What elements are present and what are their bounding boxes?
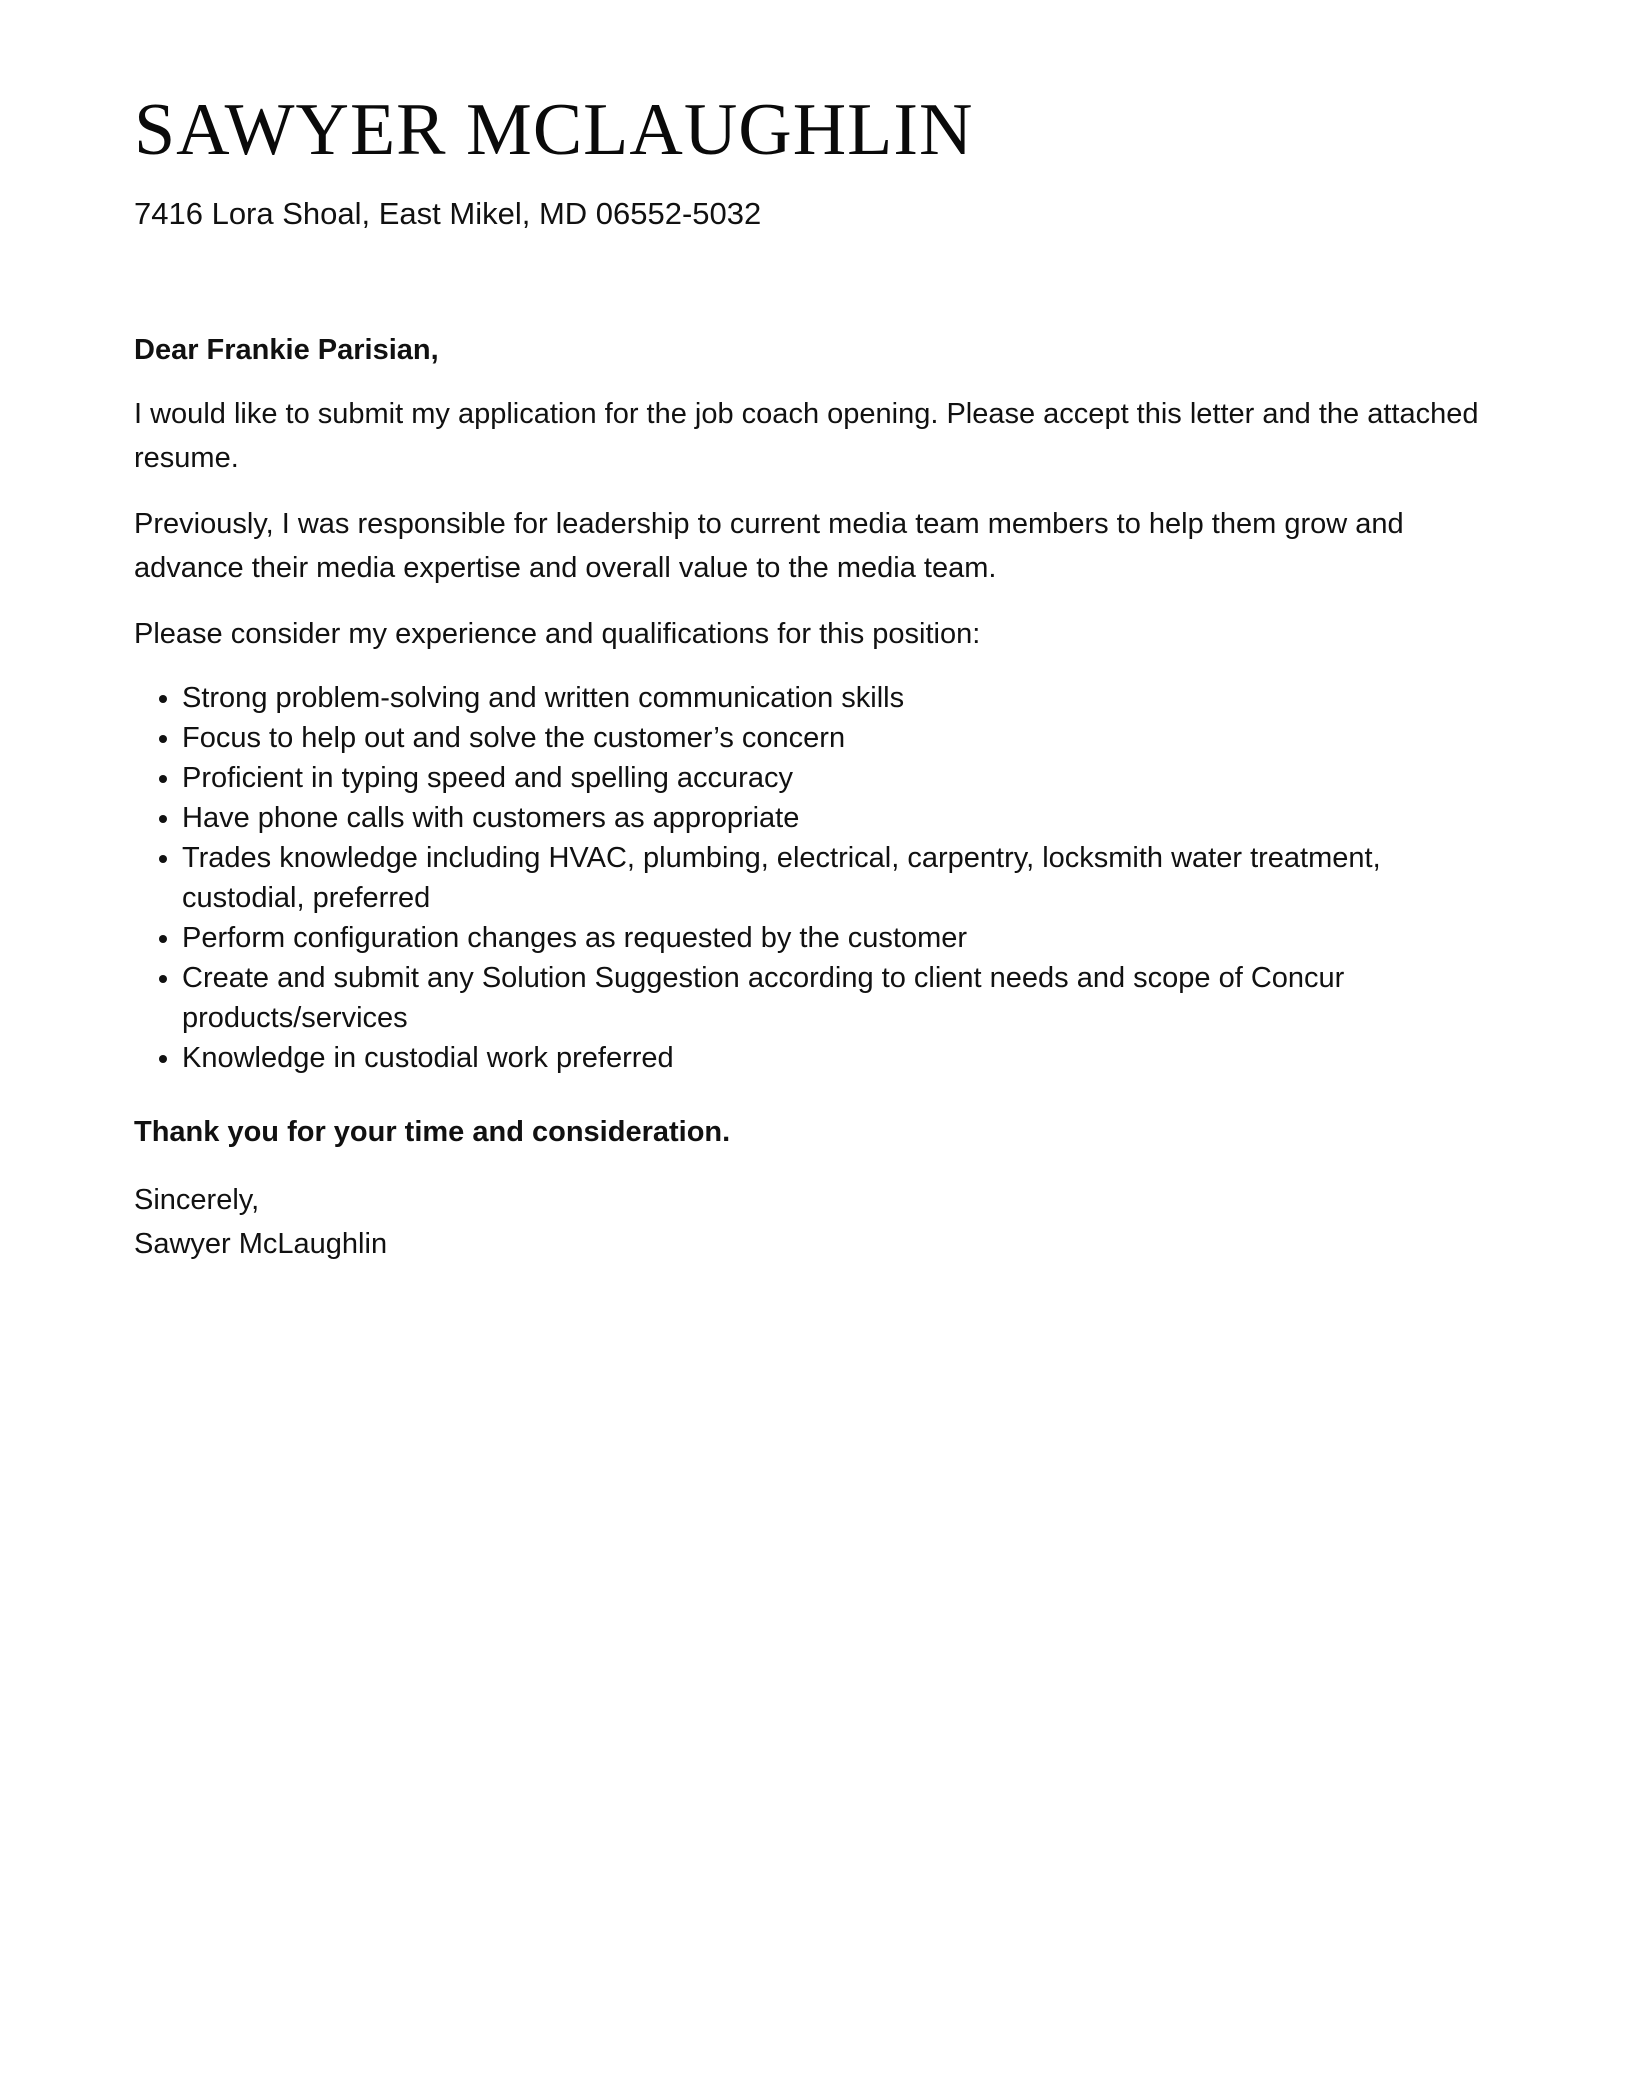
thank-you-line: Thank you for your time and consideration. — [134, 1116, 731, 1148]
closing-phrase: Sincerely, — [134, 1184, 260, 1216]
list-item: • Create and submit any Solution Suggestion according to client needs and scope of Concur products/services — [182, 958, 1494, 1038]
signature-name: Sawyer McLaughlin — [134, 1228, 388, 1260]
intro-paragraph: I would like to submit my application for the job coach opening. Please accept this letter and the attached resume. — [134, 398, 1479, 474]
qualifications-list — [134, 678, 1494, 1078]
closing-block — [134, 1178, 1494, 1266]
list-item: • Focus to help out and solve the customer’s concern — [182, 718, 1494, 758]
list-item: • Perform configuration changes as requested by the customer — [182, 918, 1494, 958]
qualifications-intro: Please consider my experience and qualifications for this position: — [134, 618, 981, 650]
list-item: • Have phone calls with customers as appropriate — [182, 798, 1494, 838]
applicant-name: SAWYER MCLAUGHLIN — [134, 89, 974, 171]
list-item: • Strong problem-solving and written communication skills — [182, 678, 1494, 718]
list-item: • Proficient in typing speed and spelling accuracy — [182, 758, 1494, 798]
list-item: • Trades knowledge including HVAC, plumbing, electrical, carpentry, locksmith water treatment, custodial, preferred — [182, 838, 1494, 918]
list-item: • Knowledge in custodial work preferred — [182, 1038, 1494, 1078]
experience-paragraph: Previously, I was responsible for leadership to current media team members to help them grow and advance their media expertise and overall value to the media team. — [134, 508, 1404, 584]
cover-letter-page — [134, 0, 1494, 1266]
salutation: Dear Frankie Parisian, — [134, 334, 439, 366]
applicant-address: 7416 Lora Shoal, East Mikel, MD 06552-5032 — [134, 196, 762, 231]
